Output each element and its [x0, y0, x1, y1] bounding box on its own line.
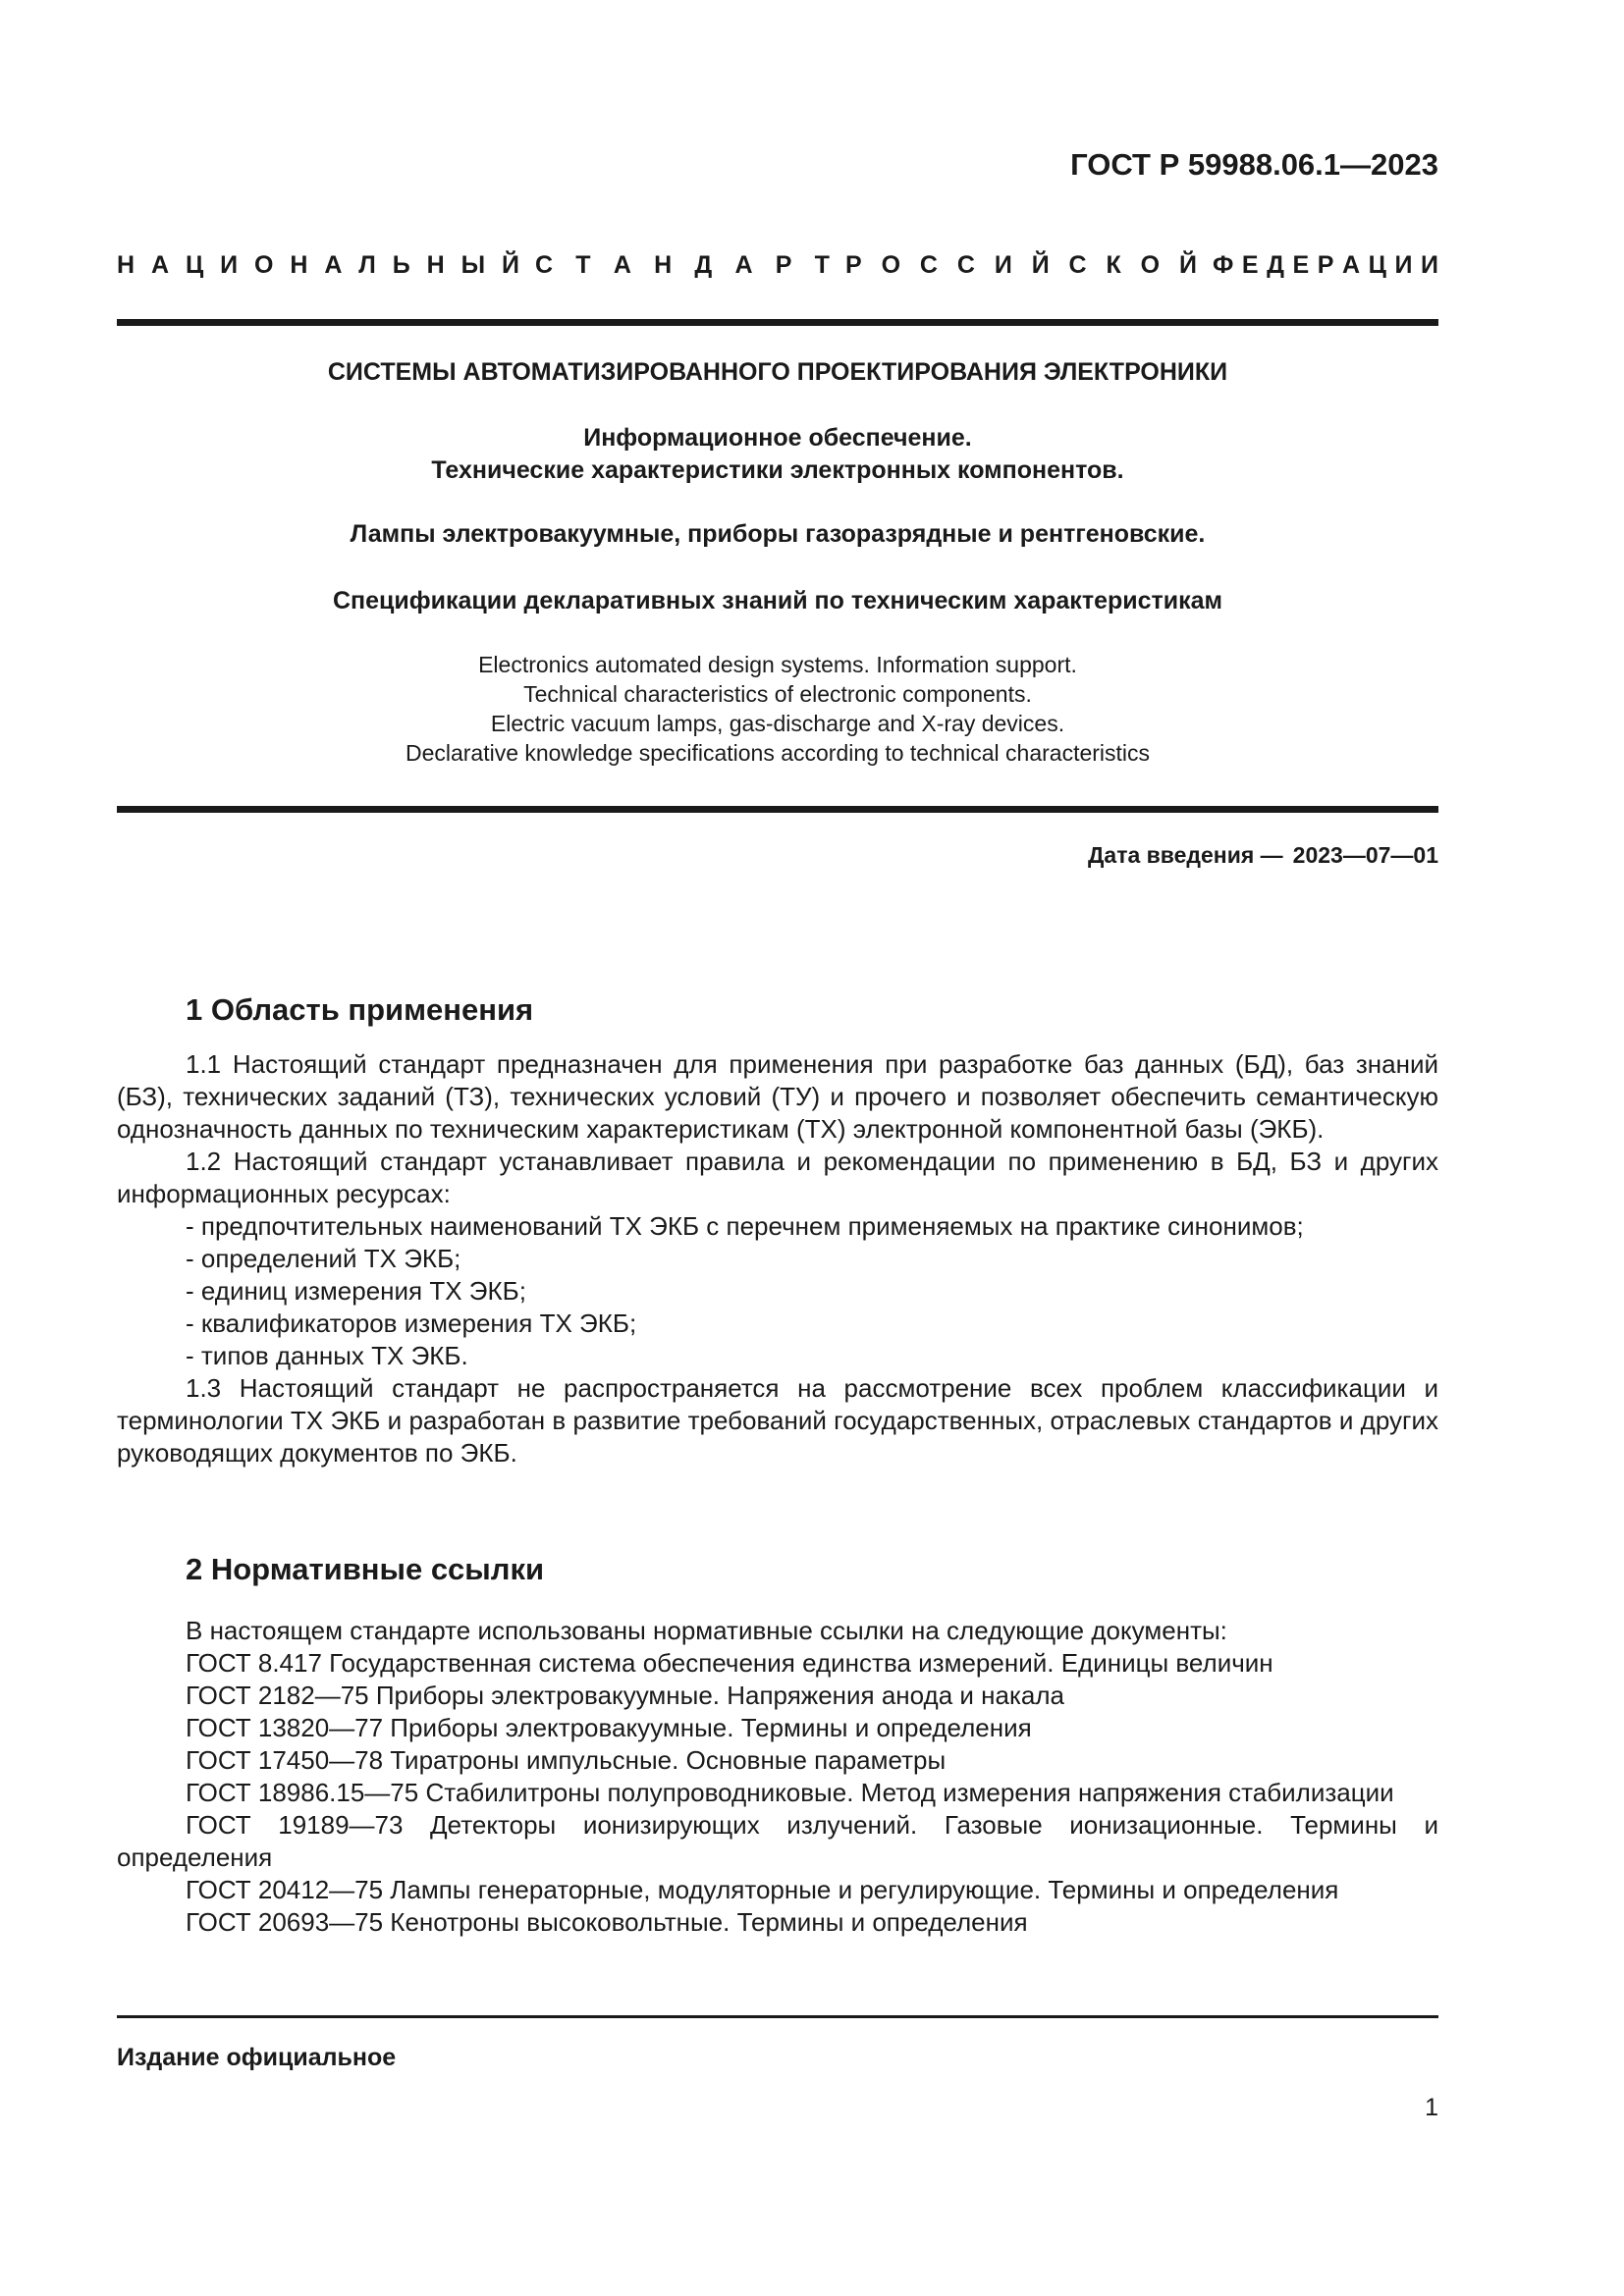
reference-item: ГОСТ 18986.15—75 Стабилитроны полупроводниковые. Метод измерения напряжения стабилизации: [186, 1778, 1394, 1807]
references-intro: В настоящем стандарте использованы нормативные ссылки на следующие документы:: [186, 1616, 1227, 1645]
subtitle-information-support: [117, 422, 1438, 487]
reference-item: ГОСТ 17450—78 Тиратроны импульсные. Основные параметры: [186, 1745, 947, 1775]
introduction-date: [1088, 842, 1438, 869]
bottom-divider: [117, 2015, 1438, 2018]
english-title-line: Electronics automated design systems. Information support.: [478, 652, 1077, 677]
reference-item: ГОСТ 20693—75 Кенотроны высоковольтные. Термины и определения: [186, 1907, 1028, 1937]
reference-item: ГОСТ 8.417 Государственная система обеспечения единства измерений. Единицы величин: [186, 1648, 1273, 1678]
official-edition-label: Издание официальное: [117, 2044, 397, 2071]
paragraph-1-2: 1.2 Настоящий стандарт устанавливает правила и рекомендации по применению в БД, БЗ и других информационных ресурсах:: [117, 1147, 1438, 1208]
subtitle-line-1: Информационное обеспечение.: [583, 424, 972, 452]
section-1-body: [117, 1048, 1438, 1469]
subtitle-specifications: Спецификации декларативных знаний по техническим характеристикам: [332, 587, 1223, 614]
document-code: ГОСТ Р 59988.06.1—2023: [1070, 147, 1438, 182]
list-item: - единиц измерения ТХ ЭКБ;: [186, 1276, 526, 1306]
section-2-body: [117, 1615, 1438, 1939]
banner-word-4: Ф Е Д Е Р А Ц И И: [1213, 251, 1438, 279]
subtitle-line-2: Технические характеристики электронных компонентов.: [431, 456, 1124, 484]
top-divider: [117, 319, 1438, 326]
english-title-line: Electric vacuum lamps, gas-discharge and X-ray devices.: [490, 711, 1065, 736]
subtitle-devices: Лампы электровакуумные, приборы газоразрядные и рентгеновские.: [350, 520, 1206, 548]
reference-item: ГОСТ 13820—77 Приборы электровакуумные. Термины и определения: [186, 1713, 1032, 1742]
document-title: СИСТЕМЫ АВТОМАТИЗИРОВАННОГО ПРОЕКТИРОВАНИЯ ЭЛЕКТРОНИКИ: [327, 358, 1228, 386]
english-title-line: Declarative knowledge specifications according to technical characteristics: [405, 740, 1151, 766]
national-standard-banner: [117, 251, 1438, 280]
reference-item: ГОСТ 20412—75 Лампы генераторные, модуляторные и регулирующие. Термины и определения: [186, 1875, 1339, 1904]
banner-word-2: С Т А Н Д А Р Т: [535, 251, 830, 279]
banner-word-3: Р О С С И Й С К О Й: [845, 251, 1197, 279]
middle-divider: [117, 806, 1438, 813]
reference-item: ГОСТ 19189—73 Детекторы ионизирующих излучений. Газовые ионизационные. Термины и определения: [117, 1810, 1438, 1872]
page-number: 1: [1425, 2094, 1438, 2121]
english-title: [117, 650, 1438, 768]
list-item: - определений ТХ ЭКБ;: [186, 1244, 461, 1273]
reference-item: ГОСТ 2182—75 Приборы электровакуумные. Напряжения анода и накала: [186, 1681, 1065, 1710]
banner-word-1: Н А Ц И О Н А Л Ь Н Ы Й: [117, 251, 519, 279]
paragraph-1-1: 1.1 Настоящий стандарт предназначен для применения при разработке баз данных (БД), баз знаний (БЗ), технических заданий (ТЗ), технических условий (ТУ) и прочего и позволяет обеспечить семантическую однозначность данных по техническим характеристикам (ТХ) электронной компонентной базы (ЭКБ).: [117, 1049, 1438, 1144]
section-1-heading: 1 Область применения: [186, 992, 534, 1027]
introduction-date-label: Дата введения —: [1088, 842, 1283, 868]
list-item: - предпочтительных наименований ТХ ЭКБ с перечнем применяемых на практике синонимов;: [186, 1211, 1304, 1241]
english-title-line: Technical characteristics of electronic components.: [523, 681, 1032, 707]
paragraph-1-3: 1.3 Настоящий стандарт не распространяется на рассмотрение всех проблем классификации и терминологии ТХ ЭКБ и разработан в развитие требований государственных, отраслевых стандартов и других руководящих документов по ЭКБ.: [117, 1373, 1438, 1468]
list-item: - типов данных ТХ ЭКБ.: [186, 1341, 468, 1370]
list-item: - квалификаторов измерения ТХ ЭКБ;: [186, 1308, 637, 1338]
section-2-heading: 2 Нормативные ссылки: [186, 1552, 545, 1586]
introduction-date-value: 2023—07—01: [1292, 842, 1438, 868]
